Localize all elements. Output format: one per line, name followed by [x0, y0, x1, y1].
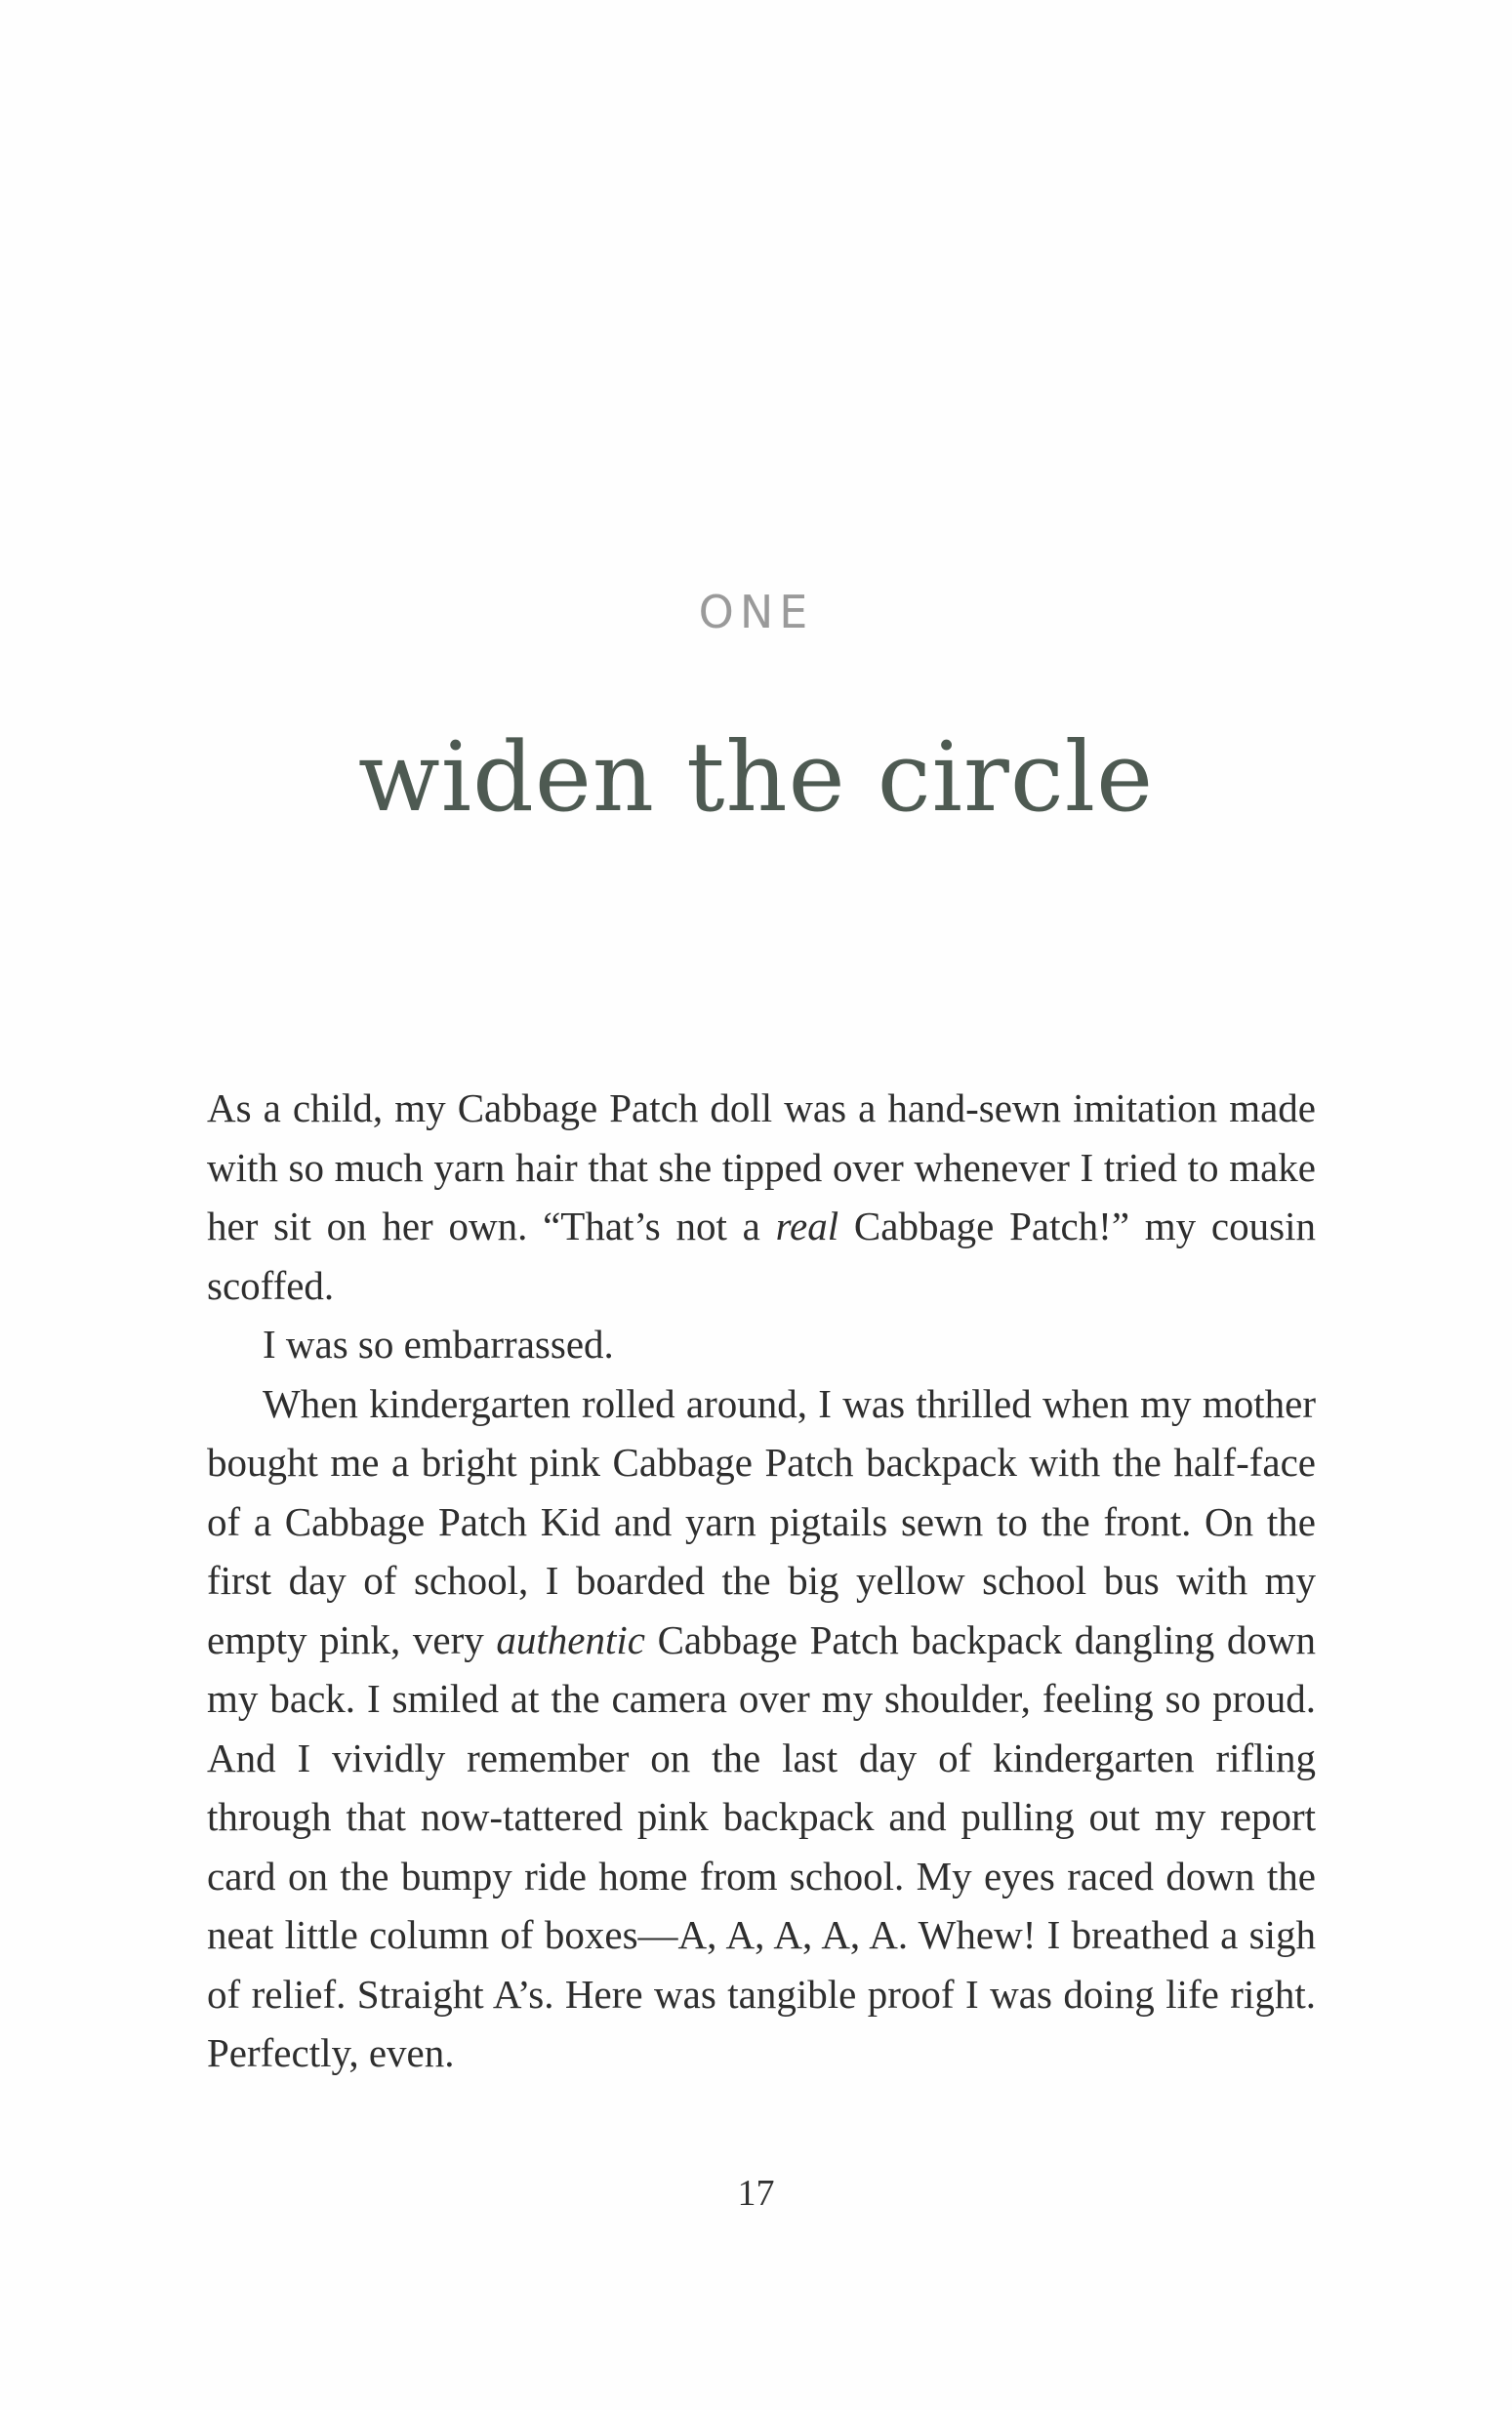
text-run: I was so embarrassed. [263, 1322, 614, 1367]
paragraph [207, 1374, 1316, 2083]
chapter-number: ONE [698, 586, 814, 638]
chapter-body [207, 1079, 1316, 2083]
paragraph [207, 1079, 1316, 1315]
text-run: As a child, my Cabbage Patch doll was a hand-sewn imitation made with so much yarn hair that she tipped over whenever I tried to make her sit on her own. “That’s not a [207, 1085, 1316, 1248]
text-run: When kindergarten rolled around, I was thrilled when my mother bought me a bright pink Cabbage Patch backpack with the half-face of a Cabbage Patch Kid and yarn pigtails sewn to the front. On the first day of school, I boarded the big yellow school bus with my empty pink, very [207, 1380, 1316, 1662]
text-run: Cabbage Patch backpack dangling down my back. I smiled at the camera over my shoulder, feeling so proud. And I vividly remember on the last day of kindergarten rifling through that now-tattered pink backpack and pulling out my report card on the bumpy ride home from school. My eyes raced down the neat little column of boxes—A, A, A, A, A. Whew! I breathed a sigh of relief. Straight A’s. Here was tangible proof I was doing life right. Perfectly, even. [207, 1616, 1316, 2075]
chapter-title: widen the circle [357, 722, 1155, 834]
page-number: 17 [737, 2173, 775, 2214]
italic-text-run: authentic [496, 1616, 645, 1662]
text-run: Cabbage Patch!” my cousin scoffed. [207, 1204, 1316, 1308]
paragraph [207, 1315, 1316, 1374]
italic-text-run: real [775, 1204, 839, 1248]
